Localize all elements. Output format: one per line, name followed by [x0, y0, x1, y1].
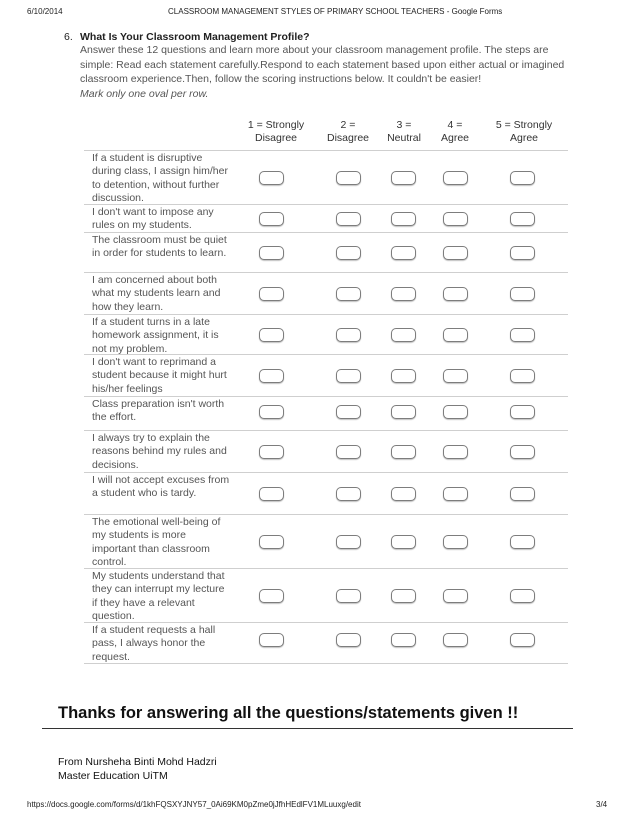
radio-oval-2[interactable] [336, 535, 361, 549]
question-heading [64, 31, 310, 43]
grid-row [84, 430, 568, 473]
radio-oval-5[interactable] [510, 633, 535, 647]
grid-row [84, 514, 568, 569]
author-affiliation: Master Education UiTM [58, 770, 168, 782]
radio-oval-3[interactable] [391, 487, 416, 501]
grid-row [84, 396, 568, 431]
radio-oval-2[interactable] [336, 328, 361, 342]
scale-label-1: 1 = Strongly Disagree [247, 119, 305, 144]
radio-oval-3[interactable] [391, 246, 416, 260]
radio-oval-1[interactable] [259, 535, 284, 549]
radio-oval-1[interactable] [259, 287, 284, 301]
radio-oval-4[interactable] [443, 633, 468, 647]
radio-oval-5[interactable] [510, 212, 535, 226]
grid-row [84, 568, 568, 623]
radio-oval-3[interactable] [391, 405, 416, 419]
radio-oval-4[interactable] [443, 445, 468, 459]
radio-oval-3[interactable] [391, 535, 416, 549]
radio-oval-2[interactable] [336, 287, 361, 301]
radio-oval-3[interactable] [391, 445, 416, 459]
radio-oval-5[interactable] [510, 445, 535, 459]
radio-oval-2[interactable] [336, 487, 361, 501]
radio-oval-2[interactable] [336, 171, 361, 185]
grid-row [84, 272, 568, 315]
grid-row [84, 150, 568, 205]
radio-oval-2[interactable] [336, 589, 361, 603]
statement-text: Class preparation isn't worth the effort. [92, 398, 225, 424]
statement-text: If a student requests a hall pass, I always honor the request. [92, 624, 216, 663]
radio-oval-3[interactable] [391, 369, 416, 383]
radio-oval-2[interactable] [336, 405, 361, 419]
author-name: From Nursheha Binti Mohd Hadzri [58, 756, 217, 768]
statement-text: I don't want to reprimand a student because it might hurt his/her feelings [92, 356, 227, 395]
scale-label-5: 5 = Strongly Agree [495, 119, 553, 144]
radio-oval-4[interactable] [443, 287, 468, 301]
radio-oval-3[interactable] [391, 589, 416, 603]
statement-text: If a student turns in a late homework assignment, it is not my problem. [92, 316, 219, 355]
scale-label-3: 3 = Neutral [387, 119, 421, 144]
statement-text: I am concerned about both what my students learn and how they learn. [92, 274, 221, 313]
radio-oval-5[interactable] [510, 171, 535, 185]
radio-oval-4[interactable] [443, 328, 468, 342]
statement-text: I will not accept excuses from a student who is tardy. [92, 474, 230, 500]
radio-oval-5[interactable] [510, 487, 535, 501]
question-hint: Mark only one oval per row. [80, 88, 209, 100]
grid-row [84, 622, 568, 664]
statement-text: I don't want to impose any rules on my students. [92, 206, 214, 232]
grid-row [84, 314, 568, 355]
page-url: https://docs.google.com/forms/d/1khFQSXYJNY57_0Ai69KM0pZme0jJfhHEdlFV1MLuuxg/edit [27, 800, 361, 809]
radio-oval-1[interactable] [259, 487, 284, 501]
grid-row [84, 354, 568, 397]
radio-oval-1[interactable] [259, 369, 284, 383]
radio-oval-1[interactable] [259, 633, 284, 647]
divider [42, 728, 573, 729]
radio-oval-1[interactable] [259, 589, 284, 603]
radio-oval-2[interactable] [336, 445, 361, 459]
grid-row [84, 232, 568, 273]
statement-text: The classroom must be quiet in order for students to learn. [92, 234, 227, 260]
radio-oval-5[interactable] [510, 535, 535, 549]
statement-text: I always try to explain the reasons behind my rules and decisions. [92, 432, 227, 471]
question-number: 6. [64, 31, 73, 43]
radio-oval-2[interactable] [336, 369, 361, 383]
radio-oval-2[interactable] [336, 246, 361, 260]
radio-oval-1[interactable] [259, 405, 284, 419]
radio-oval-1[interactable] [259, 328, 284, 342]
statement-text: The emotional well-being of my students is more important than classroom control. [92, 516, 221, 568]
radio-oval-4[interactable] [443, 246, 468, 260]
grid-row [84, 472, 568, 515]
statement-text: My students understand that they can interrupt my lecture if they have a relevant question. [92, 570, 225, 622]
radio-oval-4[interactable] [443, 589, 468, 603]
question-title: What Is Your Classroom Management Profile? [80, 31, 310, 43]
radio-oval-4[interactable] [443, 487, 468, 501]
radio-oval-1[interactable] [259, 212, 284, 226]
statement-text: If a student is disruptive during class, I assign him/her to detention, without further discussion. [92, 152, 228, 204]
radio-oval-5[interactable] [510, 369, 535, 383]
radio-oval-3[interactable] [391, 287, 416, 301]
radio-oval-1[interactable] [259, 445, 284, 459]
radio-oval-2[interactable] [336, 633, 361, 647]
radio-oval-3[interactable] [391, 633, 416, 647]
radio-oval-1[interactable] [259, 246, 284, 260]
radio-oval-5[interactable] [510, 328, 535, 342]
radio-oval-5[interactable] [510, 246, 535, 260]
radio-oval-4[interactable] [443, 369, 468, 383]
radio-oval-5[interactable] [510, 405, 535, 419]
scale-label-4: 4 = Agree [440, 119, 470, 144]
document-title: CLASSROOM MANAGEMENT STYLES OF PRIMARY SCHOOL TEACHERS - Google Forms [168, 7, 503, 16]
radio-oval-3[interactable] [391, 212, 416, 226]
radio-oval-1[interactable] [259, 171, 284, 185]
print-date: 6/10/2014 [27, 7, 63, 16]
question-description: Answer these 12 questions and learn more about your classroom management profile. The steps are simple: Read each statement carefully.Respond to each statement based upon either actual or imagined classroom experience.Then, follow the scoring instructions below. It couldn't be easier! [80, 44, 565, 85]
grid-row [84, 204, 568, 233]
radio-oval-5[interactable] [510, 287, 535, 301]
radio-oval-4[interactable] [443, 171, 468, 185]
scale-label-2: 2 = Disagree [326, 119, 370, 144]
author-block [58, 755, 217, 783]
radio-oval-4[interactable] [443, 535, 468, 549]
radio-oval-4[interactable] [443, 405, 468, 419]
radio-oval-3[interactable] [391, 328, 416, 342]
radio-oval-3[interactable] [391, 171, 416, 185]
radio-oval-5[interactable] [510, 589, 535, 603]
page-number: 3/4 [596, 800, 608, 809]
radio-oval-4[interactable] [443, 212, 468, 226]
thanks-heading: Thanks for answering all the questions/statements given !! [58, 704, 519, 722]
radio-oval-2[interactable] [336, 212, 361, 226]
